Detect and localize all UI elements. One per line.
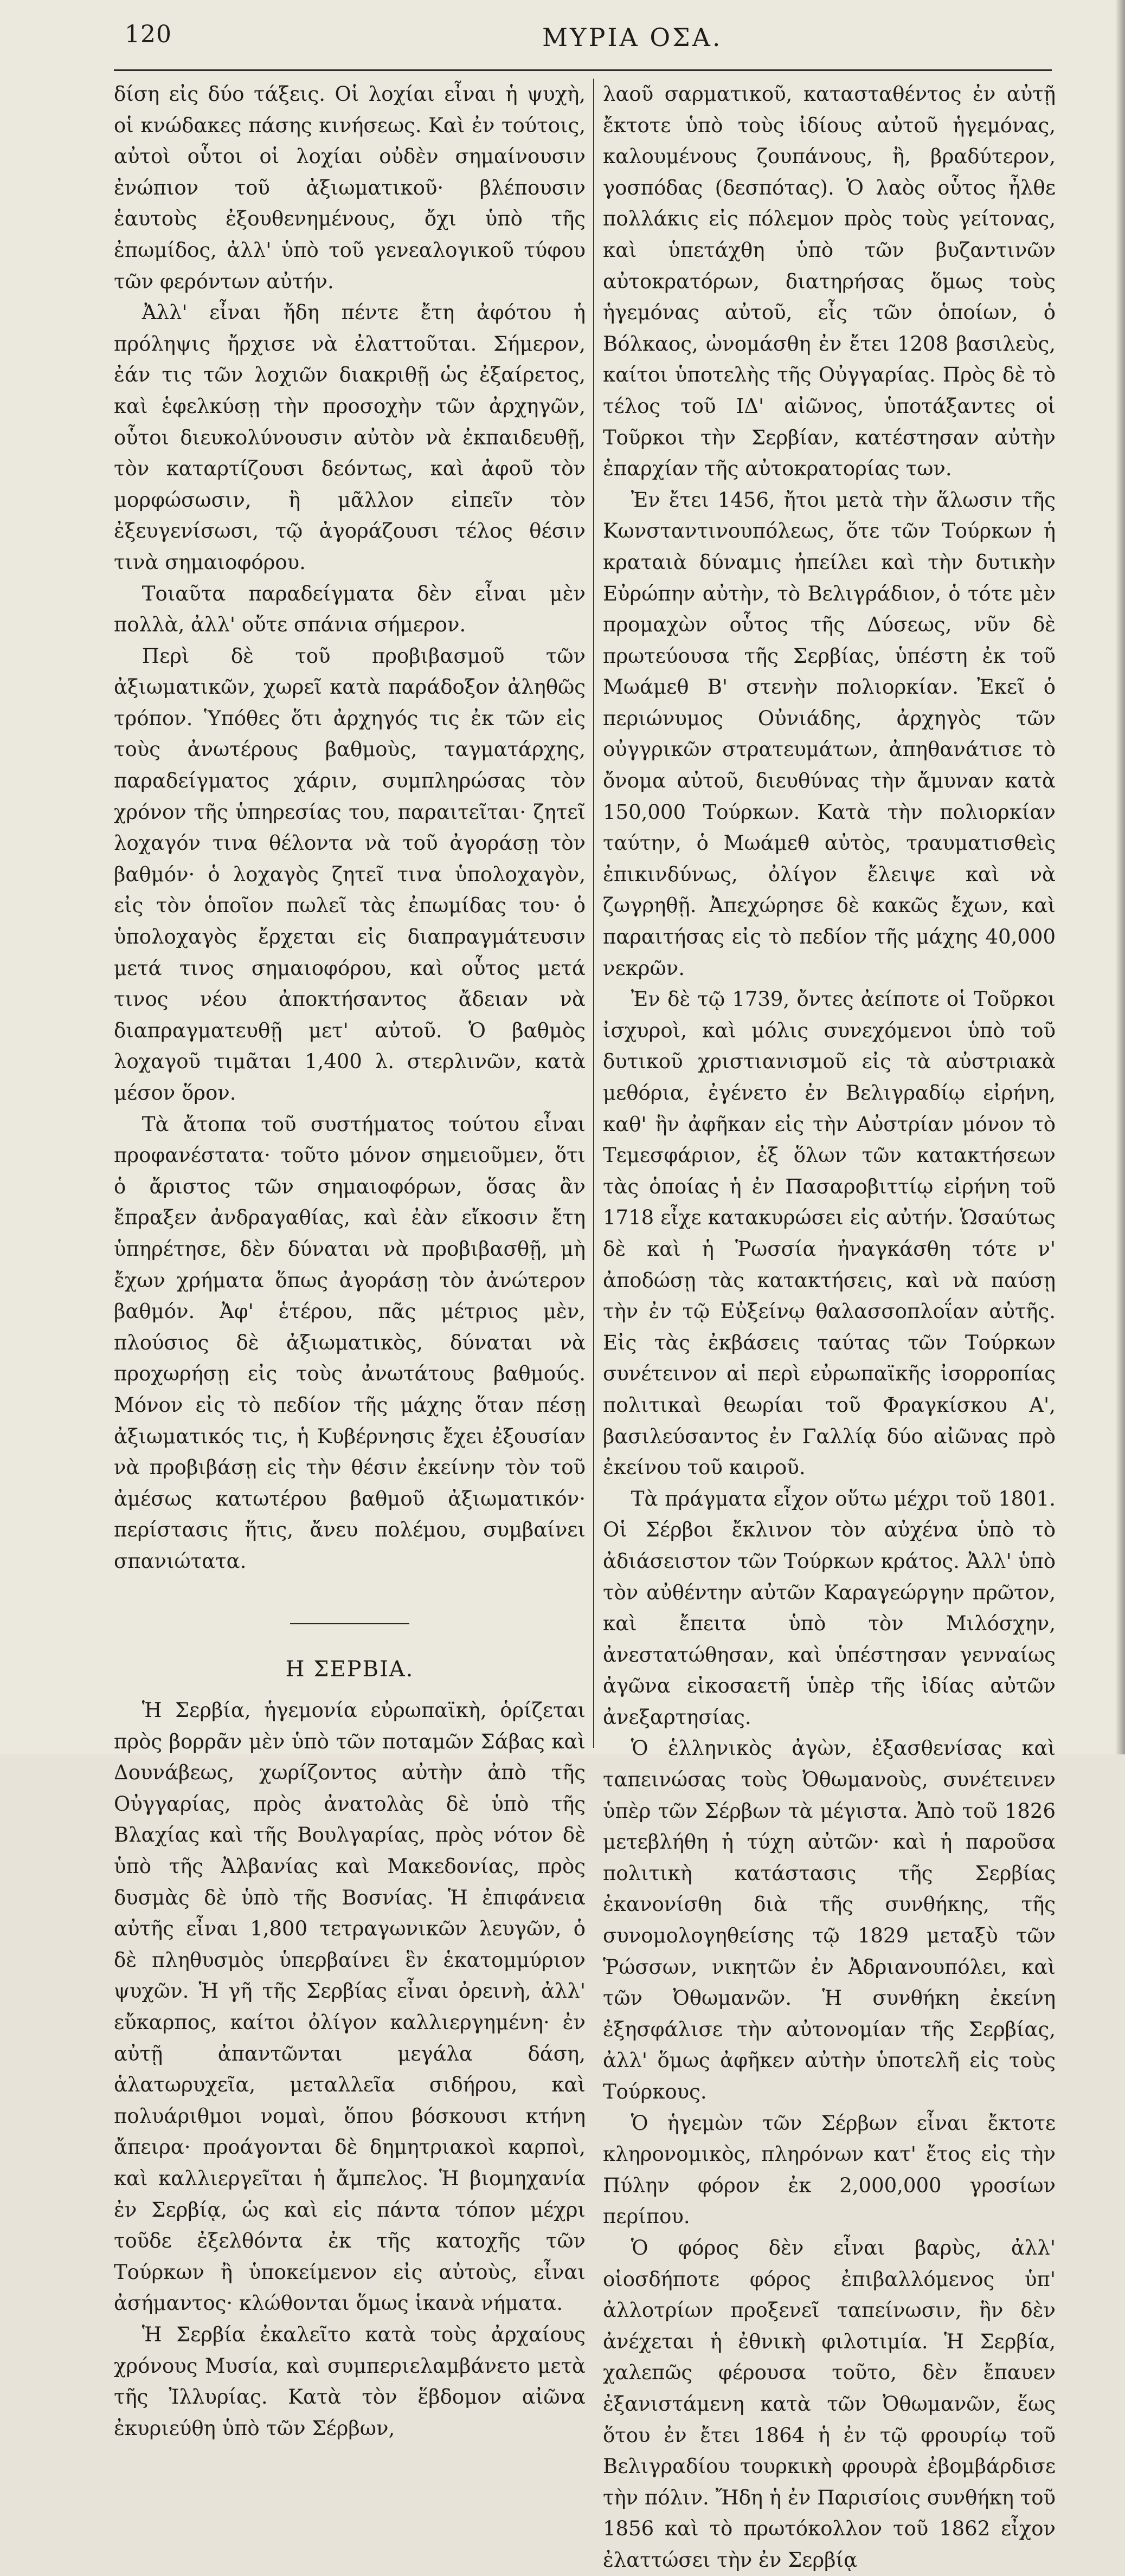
body-paragraph: δίση εἰς δύο τάξεις. Οἱ λοχίαι εἶναι ἡ ψυχὴ, οἱ κνώδακες πάσης κινήσεως. Καὶ ἐν τούτοις, αὐτοὶ οὗτοι οἱ λοχίαι οὐδὲν σημαίνουσιν ἐνώπιον τοῦ ἀξιωματικοῦ· βλέπουσιν ἑαυτοὺς ἐξουθενημένους, ὄχι ὑπὸ τῆς ἐπωμίδος, ἀλλ' ὑπὸ τοῦ γενεαλογικοῦ τύφου τῶν φερόντων αὐτήν. (114, 82, 586, 293)
running-title: ΜΥΡΙΑ ΟΣΑ. (542, 23, 723, 52)
body-paragraph: Ἡ Σερβία, ἡγεμονία εὐρωπαϊκὴ, ὁρίζεται πρὸς βορρᾶν μὲν ὑπὸ τῶν ποταμῶν Σάβας καὶ Δουνάβεως, χωρίζοντος αὐτὴν ἀπὸ τῆς Οὐγγαρίας, πρὸς ἀνατολὰς δὲ ὑπὸ τῆς Βλαχίας καὶ τῆς Βουλγαρίας, πρὸς νότον δὲ ὑπὸ τῆς Ἀλβανίας καὶ Μακεδονίας, πρὸς δυσμὰς δὲ ὑπὸ τῆς Βοσνίας. Ἡ ἐπιφάνεια αὐτῆς εἶναι 1,800 τετραγωνικῶν λευγῶν, ὁ δὲ πληθυσμὸς ὑπερβαίνει ἓν ἑκατομμύριον ψυχῶν. Ἡ γῆ τῆς Σερβίας εἶναι ὀρεινὴ, ἀλλ' εὔκαρπος, καίτοι ὀλίγον καλλιεργημένη· ἐν αὐτῇ ἀπαντῶνται μεγάλα δάση, ἁλατωρυχεῖα, μεταλλεῖα σιδήρου, καὶ πολυάριθμοι νομαὶ, ὅπου βόσκουσι κτήνη ἄπειρα· προάγονται δὲ δημητριακοὶ καρποὶ, καὶ καλλιεργεῖται ἡ ἄμπελος. Ἡ βιομηχανία ἐν Σερβίᾳ, ὡς καὶ εἰς πάντα τόπον μέχρι τοῦδε ἐξελθόντα ἐκ τῆς κατοχῆς τῶν Τούρκων ἢ ὑποκείμενον εἰς αὐτοὺς, εἶναι ἀσήμαντος· κλώθονται ὅμως ἱκανὰ νήματα. (114, 1699, 586, 2315)
body-paragraph: Ὁ ἑλληνικὸς ἀγὼν, ἐξασθενίσας καὶ ταπεινώσας τοὺς Ὀθωμανοὺς, συνέτεινεν ὑπὲρ τῶν Σέρβων τὰ μέγιστα. Ἀπὸ τοῦ 1826 μετεβλήθη ἡ τύχη αὐτῶν· καὶ ἡ παροῦσα πολιτικὴ κατάστασις τῆς Σερβίας ἐκανονίσθη διὰ τῆς συνθήκης, τῆς συνομολογηθείσης τῷ 1829 μεταξὺ τῶν Ῥώσσων, νικητῶν ἐν Ἀδριανουπόλει, καὶ τῶν Ὀθωμανῶν. Ἡ συνθήκη ἐκείνη ἐξησφάλισε τὴν αὐτονομίαν τῆς Σερβίας, ἀλλ' ὅμως ἀφῆκεν αὐτὴν ὑποτελῆ εἰς τοὺς Τούρκους. (603, 1736, 1056, 2103)
binding-shadow (1115, 0, 1125, 1754)
left-column (114, 79, 586, 2444)
body-paragraph: Ὁ ἡγεμὼν τῶν Σέρβων εἶναι ἔκτοτε κληρονομικὸς, πληρόνων κατ' ἔτος εἰς τὴν Πύλην φόρον ἐκ 2,000,000 γροσίων περίπου. (603, 2111, 1056, 2229)
page-number: 120 (125, 21, 172, 48)
body-paragraph: Ἡ Σερβία ἐκαλεῖτο κατὰ τοὺς ἀρχαίους χρόνους Μυσία, καὶ συμπεριελαμβάνετο μετὰ τῆς Ἰλλυρίας. Κατὰ τὸν ἕβδομον αἰῶνα ἐκυριεύθη ὑπὸ τῶν Σέρβων, (114, 2322, 586, 2440)
body-paragraph: Ὁ φόρος δὲν εἶναι βαρὺς, ἀλλ' οἱοσδήποτε φόρος ἐπιβαλλόμενος ὑπ' ἀλλοτρίων προξενεῖ ταπείνωσιν, ἣν δὲν ἀνέχεται ἡ ἐθνικὴ φιλοτιμία. Ἡ Σερβία, χαλεπῶς φέρουσα τοῦτο, δὲν ἔπαυεν ἐξανιστάμενη κατὰ τῶν Ὀθωμανῶν, ἕως ὅτου ἐν ἔτει 1864 ἡ ἐν τῷ φρουρίῳ τοῦ Βελιγραδίου τουρκικὴ φρουρὰ ἐβομβάρδισε τὴν πόλιν. Ἤδη ἡ ἐν Παρισίοις συνθήκη τοῦ 1856 καὶ τὸ πρωτόκολλον τοῦ 1862 εἶχον ἐλαττώσει τὴν ἐν Σερβίᾳ (603, 2236, 1056, 2572)
column-rule (593, 79, 594, 1748)
page-header (125, 11, 1046, 70)
right-column (603, 79, 1056, 2576)
header-rule (114, 69, 1052, 71)
body-paragraph: Περὶ δὲ τοῦ προβιβασμοῦ τῶν ἀξιωματικῶν, χωρεῖ κατὰ παράδοξον ἀληθῶς τρόπον. Ὑπόθες ὅτι ἀρχηγός τις ἐκ τῶν εἰς τοὺς ἀνωτέρους βαθμοὺς, ταγματάρχης, παραδείγματος χάριν, συμπληρώσας τὸν χρόνον τῆς ὑπηρεσίας του, παραιτεῖται· ζητεῖ λοχαγόν τινα θέλοντα νὰ τοῦ ἀγοράσῃ τὸν βαθμόν· ὁ λοχαγὸς ζητεῖ τινα ὑπολοχαγὸν, εἰς τὸν ὁποῖον πωλεῖ τὰς ἐπωμίδας του· ὁ ὑπολοχαγὸς ἔρχεται εἰς διαπραγμάτευσιν μετά τινος σημαιοφόρου, καὶ οὗτος μετά τινος νέου ἀποκτήσαντος ἄδειαν νὰ διαπραγματευθῇ μετ' αὐτοῦ. Ὁ βαθμὸς λοχαγοῦ τιμᾶται 1,400 λ. στερλινῶν, κατὰ μέσον ὅρον. (114, 644, 586, 1105)
body-paragraph: Ἀλλ' εἶναι ἤδη πέντε ἔτη ἀφότου ἡ πρόληψις ἤρχισε νὰ ἐλαττοῦται. Σήμερον, ἐάν τις τῶν λοχιῶν διακριθῇ ὡς ἐξαίρετος, καὶ ἑφελκύσῃ τὴν προσοχὴν τῶν ἀρχηγῶν, οὗτοι διευκολύνουσιν αὐτὸν νὰ ἐκπαιδευθῇ, τὸν καταρτίζουσι δεόντως, καὶ ἀφοῦ τὸν μορφώσωσιν, ἢ μᾶλλον εἰπεῖν τὸν ἐξευγενίσωσι, τῷ ἀγοράζουσι τέλος θέσιν τινὰ σημαιοφόρου. (114, 301, 586, 574)
section-heading: Η ΣΕΡΒΙΑ. (285, 1656, 414, 1682)
body-paragraph: Ἐν δὲ τῷ 1739, ὄντες ἀείποτε οἱ Τοῦρκοι ἰσχυροὶ, καὶ μόλις συνεχόμενοι ὑπὸ τοῦ δυτικοῦ χριστιανισμοῦ εἰς τὰ αὐστριακὰ μεθόρια, ἐγένετο ἐν Βελιγραδίῳ εἰρήνη, καθ' ἣν ἀφῆκαν εἰς τὴν Αὐστρίαν μόνον τὸ Τεμεσφάριον, ἐξ ὅλων τῶν κατακτήσεων τὰς ὁποίας ἡ ἐν Πασαροβιττίῳ εἰρήνη τοῦ 1718 εἶχε κατακυρώσει εἰς αὐτήν. Ὡσαύτως δὲ καὶ ἡ Ῥωσσία ἠναγκάσθη τότε ν' ἀποδώσῃ τὰς κατακτήσεις, καὶ νὰ παύσῃ τὴν ἐν τῷ Εὐξείνῳ θαλασσοπλοΐαν αὐτῆς. Εἰς τὰς ἐκβάσεις ταύτας τῶν Τούρκων συνέτεινον αἱ περὶ εὐρωπαϊκῆς ἰσορροπίας πολιτικαὶ θεωρίαι τοῦ Φραγκίσκου Α', βασιλεύσαντος ἐν Γαλλίᾳ δύο αἰῶνας πρὸ ἐκείνου τοῦ καιροῦ. (603, 987, 1056, 1480)
body-paragraph: Τὰ πράγματα εἶχον οὕτω μέχρι τοῦ 1801. Οἱ Σέρβοι ἔκλινον τὸν αὐχένα ὑπὸ τὸ ἀδιάσειστον τῶν Τούρκων κράτος. Ἀλλ' ὑπὸ τὸν αὐθέντην αὐτῶν Καραγεώργην πρῶτον, καὶ ἔπειτα ὑπὸ τὸν Μιλόσχην, ἀνεστατώθησαν, καὶ ὑπέστησαν γενναίως ἀγῶνα εἰκοσαετῆ ὑπὲρ τῆς ἰδίας αὐτῶν ἀνεξαρτησίας. (603, 1487, 1056, 1729)
body-paragraph: Τὰ ἄτοπα τοῦ συστήματος τούτου εἶναι προφανέστατα· τοῦτο μόνον σημειοῦμεν, ὅτι ὁ ἄριστος τῶν σημαιοφόρων, ὅσας ἂν ἔπραξεν ἀνδραγαθίας, καὶ ἐὰν εἴκοσιν ἔτη ὑπηρέτησε, δὲν δύναται νὰ προβιβασθῇ, μὴ ἔχων χρήματα ὅπως ἀγοράσῃ τὸν ἀνώτερον βαθμόν. Ἀφ' ἑτέρου, πᾶς μέτριος μὲν, πλούσιος δὲ ἀξιωματικὸς, δύναται νὰ προχωρήσῃ εἰς τοὺς ἀνωτάτους βαθμούς. Μόνον εἰς τὸ πεδίον τῆς μάχης ὅταν πέσῃ ἀξιωματικός τις, ἡ Κυβέρνησις ἔχει ἐξουσίαν νὰ προβιβάσῃ εἰς τὴν θέσιν ἐκείνην τὸν τοῦ ἀμέσως κατωτέρου βαθμοῦ ἀξιωματικόν· περίστασις ἥτις, ἄνευ πολέμου, συμβαίνει σπανιώτατα. (114, 1112, 586, 1573)
body-paragraph: Ἐν ἔτει 1456, ἤτοι μετὰ τὴν ἅλωσιν τῆς Κωνσταντινουπόλεως, ὅτε τῶν Τούρκων ἡ κραταιὰ δύναμις ἠπείλει καὶ τὴν δυτικὴν Εὐρώπην αὐτὴν, τὸ Βελιγράδιον, ὁ τότε μὲν προμαχὼν οὗτος τῆς Δύσεως, νῦν δὲ πρωτεύουσα τῆς Σερβίας, ὑπέστη ἐκ τοῦ Μωάμεθ Β' στενὴν πολιορκίαν. Ἐκεῖ ὁ περιώνυμος Οὐνιάδης, ἀρχηγὸς τῶν οὐγγρικῶν στρατευμάτων, ἀπηθανάτισε τὸ ὄνομα αὐτοῦ, διευθύνας τὴν ἄμυναν κατὰ 150,000 Τούρκων. Κατὰ τὴν πολιορκίαν ταύτην, ὁ Μωάμεθ αὐτὸς, τραυματισθεὶς ἐπικινδύνως, ὀλίγον ἔλειψε καὶ νὰ ζωγρηθῇ. Ἀπεχώρησε δὲ κακῶς ἔχων, καὶ παραιτήσας εἰς τὸ πεδίον τῆς μάχης 40,000 νεκρῶν. (603, 488, 1056, 980)
body-paragraph: Τοιαῦτα παραδείγματα δὲν εἶναι μὲν πολλὰ, ἀλλ' οὔτε σπάνια σήμερον. (114, 582, 586, 637)
body-paragraph: λαοῦ σαρματικοῦ, κατασταθέντος ἐν αὐτῇ ἔκτοτε ὑπὸ τοὺς ἰδίους αὐτοῦ ἡγεμόνας, καλουμένους ζουπάνους, ἢ, βραδύτερον, γοσπόδας (δεσπότας). Ὁ λαὸς οὗτος ἦλθε πολλάκις εἰς πόλεμον πρὸς τοὺς γείτονας, καὶ ὑπετάχθη ὑπὸ τῶν βυζαντινῶν αὐτοκρατόρων, διατηρήσας ὅμως τοὺς ἡγεμόνας αὐτοῦ, εἷς τῶν ὁποίων, ὁ Βόλκαος, ὠνομάσθη ἐν ἔτει 1208 βασιλεὺς, καίτοι ὑποτελὴς τῆς Οὐγγαρίας. Πρὸς δὲ τὸ τέλος τοῦ ΙΔ' αἰῶνος, ὑποτάξαντες οἱ Τοῦρκοι τὴν Σερβίαν, κατέστησαν αὐτὴν ἐπαρχίαν τῆς αὐτοκρατορίας των. (603, 82, 1056, 481)
section-divider (290, 1623, 409, 1624)
